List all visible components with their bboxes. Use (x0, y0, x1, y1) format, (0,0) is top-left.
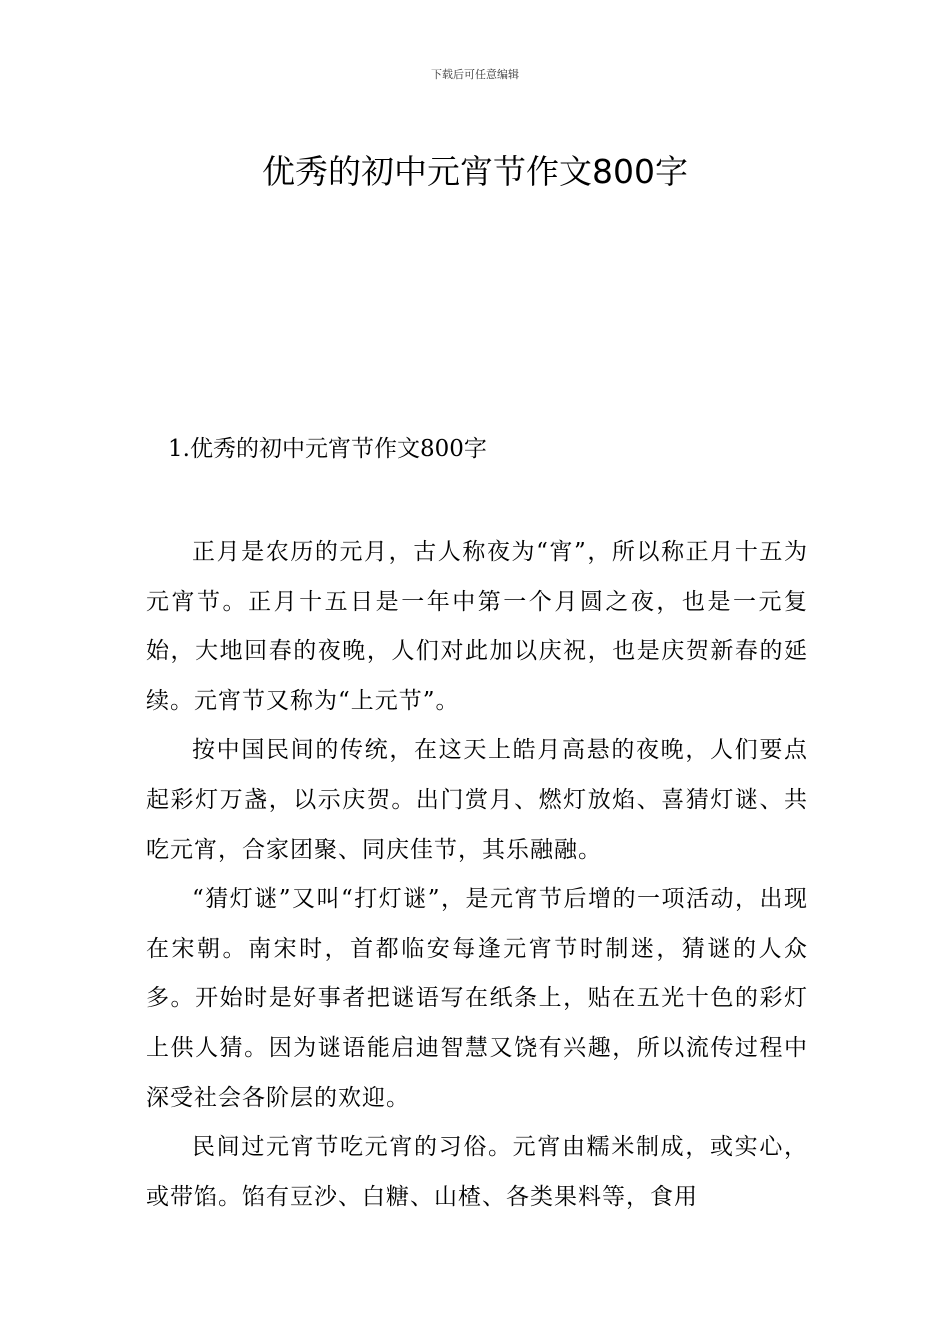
paragraph-3: “猜灯谜”又叫“打灯谜”，是元宵节后增的一项活动，出现在宋朝。南宋时，首都临安每逢元宵节时制迷，猜谜的人众多。开始时是好事者把谜语写在纸条上，贴在五光十色的彩灯上供人猜。因为谜语能启迪智慧又饶有兴趣，所以流传过程中深受社会各阶层的欢迎。 (146, 886, 808, 1111)
paragraph-2: 按中国民间的传统，在这天上皓月高悬的夜晚，人们要点起彩灯万盏，以示庆贺。出门赏月、燃灯放焰、喜猜灯谜、共吃元宵，合家团聚、同庆佳节，其乐融融。 (146, 737, 808, 863)
document-title: 优秀的初中元宵节作文800字 (262, 152, 688, 192)
paragraph-1: 正月是农历的元月，古人称夜为“宵”，所以称正月十五为元宵节。正月十五日是一年中第一个月圆之夜，也是一元复始，大地回春的夜晚，人们对此加以庆祝，也是庆贺新春的延续。元宵节又称为“上元节”。 (146, 539, 808, 714)
paragraph-4: 民间过元宵节吃元宵的习俗。元宵由糯米制成，或实心，或带馅。馅有豆沙、白糖、山楂、各类果料等，食用 (146, 1134, 808, 1210)
header-note: 下载后可任意编辑 (431, 68, 519, 81)
section-heading: 1.优秀的初中元宵节作文800字 (168, 436, 487, 462)
document-body (146, 528, 808, 1222)
